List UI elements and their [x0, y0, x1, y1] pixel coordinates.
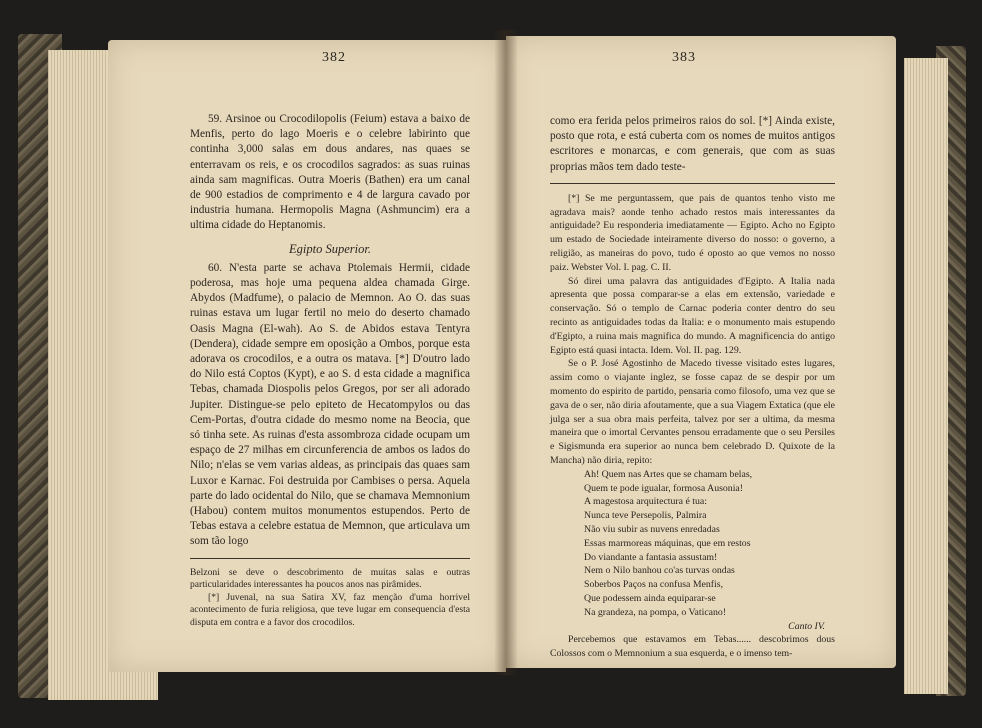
footnote-c: Se o P. José Agostinho de Macedo tivesse visitado estes lugares, assim como o viajante inglez, se fosse capaz de se despir por um momento do espirito de partido, pensaria como filosofo, uma vez que se gava de o ser, não diria afoutamente, que a sua Viagem Extatica (que ele julga ser a sua obra mais perfeita, talvez por ser a ultima, da mesma maneira que o imortal Cervantes pensou erradamente que o seu Persiles e Sigismunda era superior ao nunca bem celebrado D. Quixote de la Mancha) não diria, repito:: [550, 358, 835, 466]
footnote-a: [*] Se me perguntassem, que pais de quantos tenho visto me agradava mais? aonde tenho achado restos mais interessantes da antiguidade? Eu responderia imediatamente — Egipto. Acho no Egipto um estado de Sociedade inteiramente diverso do nosso: o governo, a religião, as maneiras do povo, tudo é oposto ao que vemos no nosso paiz. Webster Vol. I. pag. C. II.: [550, 192, 835, 273]
page-number-right: 383: [672, 50, 696, 65]
verse-line: A magestosa arquitectura é tua:: [584, 496, 707, 508]
verse-line: Quem te pode igualar, formosa Ausonia!: [584, 482, 744, 494]
verse-line: Ah! Quem nas Artes que se chamam belas,: [584, 468, 753, 480]
footnote-b: Só direi uma palavra das antiguidades d'Egipto. A Italia nada apresenta que possa comparar-se a elas em extensão, variedade e conservação. Só o templo de Carnac poderia conter dentro do seu recinto as antiguidades todas da Italia: e o monumento mais estupendo d'Egipto, a ruina mais magnifica do mundo. A magnificencia do antigo Egipto está quasi intacta. Idem. Vol. II. pag. 129.: [550, 275, 835, 356]
verse-line: Nem o Nilo banhou co'as turvas ondas: [584, 565, 735, 577]
footnote-juvenal: [*] Juvenal, na sua Satira XV, faz menção d'uma horrivel acontecimento de furia religiosa, que teve lugar em consequencia d'esta disputa em contra e a favor dos crocodilos.: [190, 591, 470, 629]
verse-source: Canto IV.: [788, 620, 825, 632]
footnote-rule: [190, 558, 470, 559]
verse-line: Que podessem ainda equiparar-se: [584, 592, 716, 604]
verse-line: Soberbos Paços na confusa Menfis,: [584, 579, 724, 591]
footnote-rule: [550, 183, 835, 184]
verse-line: Na grandeza, na pompa, o Vaticano!: [584, 606, 727, 618]
verse-line: Do viandante a fantasia assustam!: [584, 551, 718, 563]
verse-line: Nunca teve Persepolis, Palmira: [584, 510, 707, 522]
verse-line: Essas marmoreas máquinas, que em restos: [584, 537, 751, 549]
footnote-continued: Belzoni se deve o descobrimento de muitas salas e outras particularidades interessantes ha poucos anos nas pirâmides.: [190, 566, 470, 591]
book-gutter: [494, 30, 518, 675]
left-page-text: [190, 112, 470, 630]
verse-line: Não viu subir as nuvens enredadas: [584, 523, 720, 535]
paragraph-59: 59. Arsinoe ou Crocodilopolis (Feium) estava a baixo de Menfis, perto do lago Moeris e o celebre labirinto que continha 3,000 salas em dous andares, nas quaes se enterravam os reis, e os crocodilos sagrados: as suas ruinas ainda sam magnificas. Outra Moeris (Bathen) era um canal de 900 estadios de comprimento e 4 de largura cavado por industria humana. Hermopolis Magna (Ashmuncim) era a ultima cidade do Heptanomis.: [190, 113, 470, 232]
footnote-d: Percebemos que estavamos em Tebas...... descobrimos dous Colossos com o Memnonium a sua esquerda, e o imenso tem-: [550, 634, 835, 660]
right-page-edges: [904, 58, 948, 694]
page-number-left: 382: [322, 50, 346, 65]
paragraph-60: 60. N'esta parte se achava Ptolemais Hermii, cidade poderosa, mas hoje uma pequena aldea chamada Girge. Abydos (Madfume), o palacio de Memnon. Ao O. das suas ruinas estava um lugar fertil no meio do deserto chamado Oasis Magna (El-wah). Ao S. de Abidos estava Tentyra (Dendera), cidade sempre em oposição a Ombos, porque esta adorava os crocodilos, e a outra os matava. [*] D'outro lado do Nilo está Coptos (Kypt), e ao S. d esta cidade a magnifica Tebas, chamada Diospolis pelos Gregos, por ser ali adorado Jupiter. Distingue-se pelo epiteto de Hecatompylos ou das Cem-Portas, d'outra cidade do mesmo nome na Beocia, que só tinha sete. As ruinas d'esta assombroza cidade ocupam um espaço de 27 milhas em circunferencia de ambos os lados do Nilo; n'elas se vem varias aldeas, as principais das quaes sam Luxor e Karnac. Foi destruida por Cambises o persa. Aquela parte do lado ocidental do Nilo, que se chamava Memnonium (Habou) contem muitos monumentos estupendos. Perto de Tebas estava a celebre estatua de Memnon, que articulava um som tão logo: [190, 261, 470, 548]
right-page-text: [550, 114, 835, 661]
paragraph-top: como era ferida pelos primeiros raios do sol. [*] Ainda existe, posto que rota, e está cuberta com os nomes de muitos antigos escritores e monarcas, e com generais, que com as suas proprias mãos tem dado teste-: [550, 115, 835, 173]
section-heading: Egipto Superior.: [289, 241, 371, 256]
verse-block: [550, 468, 835, 620]
